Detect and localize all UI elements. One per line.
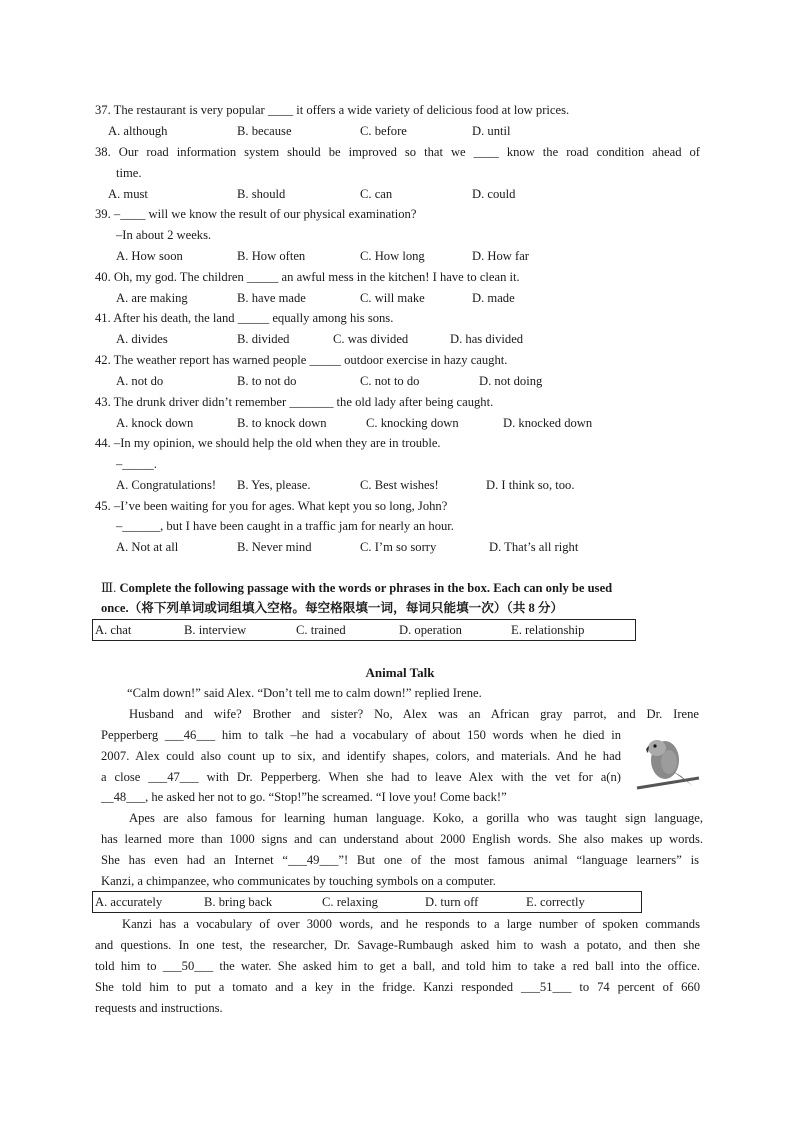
word-option: D. operation <box>399 623 462 637</box>
answer-option[interactable]: D. made <box>472 291 515 305</box>
section-3-instructions <box>101 580 612 596</box>
answer-option[interactable]: A. although <box>108 124 168 138</box>
word-box-2 <box>92 891 642 913</box>
answer-option[interactable]: D. knocked down <box>503 416 593 430</box>
answer-option[interactable]: C. knocking down <box>366 416 459 430</box>
answer-option[interactable]: B. Never mind <box>237 540 312 554</box>
answer-option[interactable]: A. must <box>108 187 148 201</box>
paragraph-4-line: told him to ___50___ the water. She asked him to get a ball, and told him to take a red ball into the office. <box>95 959 700 973</box>
parrot-image <box>635 738 701 796</box>
answer-option[interactable]: A. How soon <box>116 249 183 263</box>
answer-option[interactable]: C. can <box>360 187 393 201</box>
answer-option[interactable]: D. That’s all right <box>489 540 579 554</box>
word-option: E. correctly <box>526 895 585 909</box>
paragraph-2-line: __48___, he asked her not to go. “Stop!”he screamed. “I love you! Come back!” <box>101 790 507 804</box>
question-stem: 38. Our road information system should be improved so that we ____ know the road condition ahead of <box>95 145 700 159</box>
paragraph-3-line: Kanzi, a chimpanzee, who communicates by touching symbols on a computer. <box>101 874 496 888</box>
instruction-line-1: Complete the following passage with the words or phrases in the box. Each can only be used <box>119 581 613 595</box>
answer-option[interactable]: C. How long <box>360 249 425 263</box>
answer-option[interactable]: C. before <box>360 124 407 138</box>
answer-option[interactable]: C. I’m so sorry <box>360 540 437 554</box>
paragraph-2-line: Pepperberg ___46___ him to talk –he had a vocabulary of about 150 words when he died in <box>101 728 621 742</box>
word-option: A. chat <box>95 623 132 637</box>
question-stem: 43. The drunk driver didn’t remember _______ the old lady after being caught. <box>95 395 494 409</box>
question-stem: 45. –I’ve been waiting for you for ages. What kept you so long, John? <box>95 499 448 513</box>
question-stem: 44. –In my opinion, we should help the old when they are in trouble. <box>95 436 441 450</box>
question-stem: 40. Oh, my god. The children _____ an awful mess in the kitchen! I have to clean it. <box>95 270 520 284</box>
answer-option[interactable]: D. not doing <box>479 374 543 388</box>
paragraph-3-line: Apes are also famous for learning human language. Koko, a gorilla who was taught sign language, <box>129 811 703 825</box>
answer-option[interactable]: B. to knock down <box>237 416 327 430</box>
instruction-line-2: once.（将下列单词或词组填入空格。每空格限填一词，每词只能填一次）（共 8 分） <box>101 601 564 615</box>
answer-option[interactable]: A. divides <box>116 332 168 346</box>
paragraph-1: “Calm down!” said Alex. “Don’t tell me to calm down!” replied Irene. <box>127 686 482 700</box>
paragraph-2-line: Husband and wife? Brother and sister? No, Alex was an African gray parrot, and Dr. Irene <box>129 707 699 721</box>
answer-option[interactable]: D. could <box>472 187 516 201</box>
answer-option[interactable]: C. not to do <box>360 374 420 388</box>
answer-option[interactable]: C. will make <box>360 291 425 305</box>
question-stem-continued: time. <box>116 166 142 180</box>
answer-option[interactable]: A. knock down <box>116 416 194 430</box>
question-stem-continued: –______, but I have been caught in a traffic jam for nearly an hour. <box>116 519 454 533</box>
answer-option[interactable]: A. not do <box>116 374 164 388</box>
answer-option[interactable]: A. Not at all <box>116 540 179 554</box>
word-option: B. bring back <box>204 895 273 909</box>
question-stem: 37. The restaurant is very popular ____ it offers a wide variety of delicious food at low prices. <box>95 103 570 117</box>
word-box-1 <box>92 619 636 641</box>
paragraph-4-line: and questions. In one test, the researcher, Dr. Savage-Rumbaugh asked him to wash a potato, and then she <box>95 938 700 952</box>
paragraph-4-line: requests and instructions. <box>95 1001 223 1015</box>
answer-option[interactable]: B. to not do <box>237 374 297 388</box>
answer-option[interactable]: B. have made <box>237 291 306 305</box>
answer-option[interactable]: B. Yes, please. <box>237 478 311 492</box>
answer-option[interactable]: B. How often <box>237 249 306 263</box>
paragraph-3-line: has learned more than 1000 signs and can understand about 2000 English words. She also makes up words. <box>101 832 703 846</box>
answer-option[interactable]: D. has divided <box>450 332 524 346</box>
answer-option[interactable]: C. Best wishes! <box>360 478 439 492</box>
section-numeral: Ⅲ. <box>101 581 117 595</box>
word-option: C. relaxing <box>322 895 378 909</box>
word-option: D. turn off <box>425 895 479 909</box>
paragraph-3-line: She has even had an Internet “___49___”! But one of the most famous animal “language learners” is <box>101 853 699 867</box>
paragraph-2-line: a close ___47___ with Dr. Pepperberg. When she had to leave Alex with the vet for a(n) <box>101 770 621 784</box>
question-stem: 41. After his death, the land _____ equally among his sons. <box>95 311 394 325</box>
answer-option[interactable]: B. because <box>237 124 292 138</box>
word-option: A. accurately <box>95 895 163 909</box>
question-stem: 39. –____ will we know the result of our physical examination? <box>95 207 417 221</box>
answer-option[interactable]: A. Congratulations! <box>116 478 217 492</box>
answer-option[interactable]: A. are making <box>116 291 188 305</box>
question-stem-continued: –_____. <box>116 457 157 471</box>
word-option: B. interview <box>184 623 247 637</box>
word-option: E. relationship <box>511 623 585 637</box>
answer-option[interactable]: B. should <box>237 187 286 201</box>
answer-option[interactable]: D. I think so, too. <box>486 478 575 492</box>
paragraph-4-line: She told him to put a tomato and a key in the fridge. Kanzi responded ___51___ to 74 percent of 660 <box>95 980 700 994</box>
answer-option[interactable]: D. How far <box>472 249 530 263</box>
answer-option[interactable]: D. until <box>472 124 511 138</box>
question-stem-continued: –In about 2 weeks. <box>116 228 212 242</box>
paragraph-2-line: 2007. Alex could also count up to six, and identify shapes, colors, and materials. And he had <box>101 749 621 763</box>
question-stem: 42. The weather report has warned people _____ outdoor exercise in hazy caught. <box>95 353 508 367</box>
answer-option[interactable]: C. was divided <box>333 332 409 346</box>
paragraph-4-line: Kanzi has a vocabulary of over 3000 words, and he responds to a large number of spoken commands <box>122 917 700 931</box>
word-option: C. trained <box>296 623 346 637</box>
passage-title: Animal Talk <box>365 665 435 680</box>
answer-option[interactable]: B. divided <box>237 332 290 346</box>
